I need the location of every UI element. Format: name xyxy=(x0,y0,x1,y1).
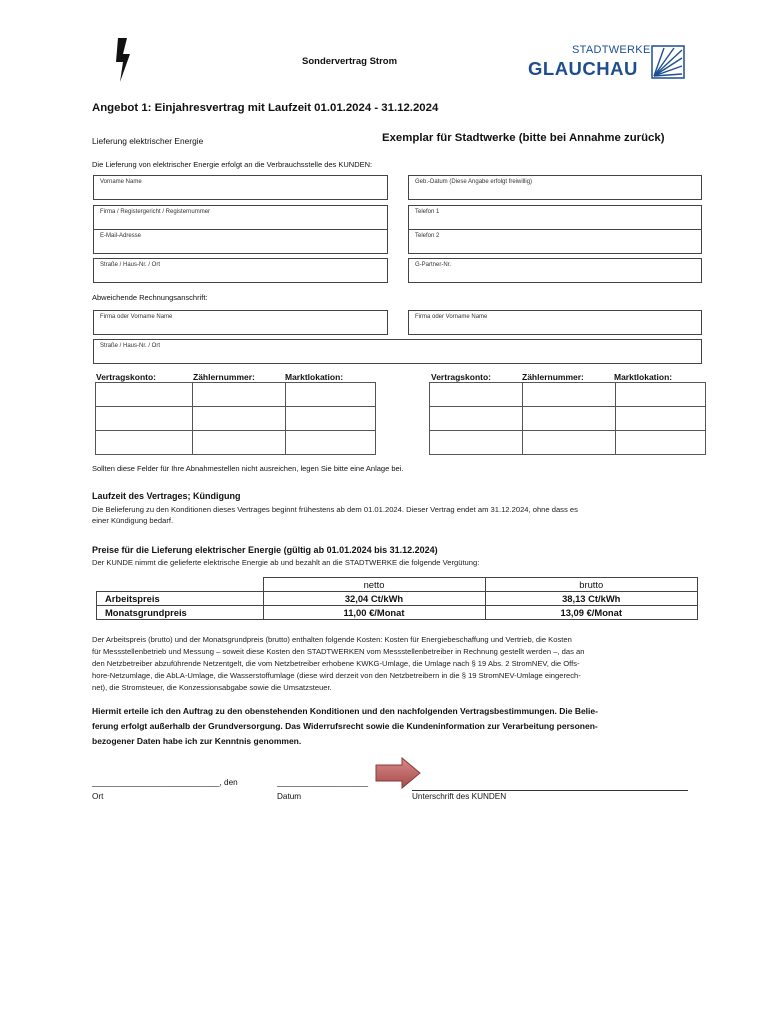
lightning-bolt-icon xyxy=(112,36,136,84)
cost-text-4: hore-Netzumlage, die AbLA-Umlage, die Wasserstoffumlage (diese wird derzeit von den Netzbetreibern in die § 19 StromNEV-Umlage eingerech- xyxy=(92,671,581,680)
phone2-field[interactable]: Telefon 2 xyxy=(408,229,702,254)
price-row-label: Arbeitspreis xyxy=(97,592,264,606)
price-row-brutto: 13,09 €/Monat xyxy=(485,606,698,620)
logo-sunburst-icon xyxy=(650,44,686,80)
order-text-2: ferung erfolgt außerhalb der Grundversorgung. Das Widerrufsrecht sowie die Kundeninformation zur Verarbeitung personen- xyxy=(92,721,598,731)
meter-header-zaehler-left: Zählernummer: xyxy=(193,372,255,382)
place-line[interactable]: ____________________________, den xyxy=(92,778,238,787)
meter-header-konto-right: Vertragskonto: xyxy=(431,372,491,382)
meter-note: Sollten diese Felder für Ihre Abnahmestellen nicht ausreichen, legen Sie bitte eine Anlage bei. xyxy=(92,464,404,473)
cost-text-1: Der Arbeitspreis (brutto) und der Monatsgrundpreis (brutto) enthalten folgende Kosten: Kosten für Energiebeschaffung und Vertrieb, die Kosten xyxy=(92,635,572,644)
meter-header-markt-left: Marktlokation: xyxy=(285,372,344,382)
phone1-field[interactable]: Telefon 1 xyxy=(408,205,702,230)
term-text-2: einer Kündigung bedarf. xyxy=(92,516,174,525)
email-field[interactable]: E-Mail-Adresse xyxy=(93,229,388,254)
birthdate-field[interactable]: Geb.-Datum (Diese Angabe erfolgt freiwillig) xyxy=(408,175,702,200)
intro-text: Die Lieferung von elektrischer Energie erfolgt an die Verbrauchsstelle des KUNDEN: xyxy=(92,160,373,169)
billing-street-field[interactable]: Straße / Haus-Nr. / Ort xyxy=(93,339,702,364)
meter-header-zaehler-right: Zählernummer: xyxy=(522,372,584,382)
ort-label: Ort xyxy=(92,792,104,801)
term-title: Laufzeit des Vertrages; Kündigung xyxy=(92,491,241,501)
price-row-netto: 11,00 €/Monat xyxy=(263,606,485,620)
signature-label: Unterschrift des KUNDEN xyxy=(412,792,507,801)
price-col-netto: netto xyxy=(263,578,485,592)
gpartner-field[interactable]: G-Partner-Nr. xyxy=(408,258,702,283)
price-col-brutto: brutto xyxy=(485,578,698,592)
billing-title: Abweichende Rechnungsanschrift: xyxy=(92,293,208,302)
price-row-netto: 32,04 Ct/kWh xyxy=(263,592,485,606)
offer-title: Angebot 1: Einjahresvertrag mit Laufzeit 01.01.2024 - 31.12.2024 xyxy=(92,102,439,114)
price-row-label: Monatsgrundpreis xyxy=(97,606,264,620)
price-row-brutto: 38,13 Ct/kWh xyxy=(485,592,698,606)
term-text-1: Die Belieferung zu den Konditionen dieses Vertrages beginnt frühestens ab dem 01.01.2024. Dieser Vertrag endet am 31.12.2024, ohne dass es xyxy=(92,505,578,514)
name-field[interactable]: Vorname Name xyxy=(93,175,388,200)
arrow-right-icon xyxy=(374,756,422,790)
datum-label: Datum xyxy=(277,792,302,801)
meter-grid-left[interactable] xyxy=(95,382,376,455)
price-table xyxy=(96,577,698,620)
cost-text-5: net), die Stromsteuer, die Konzessionsabgabe sowie die Umsatzsteuer. xyxy=(92,683,332,692)
delivery-label: Lieferung elektrischer Energie xyxy=(92,136,204,146)
cost-text-2: für Messstellenbetrieb und Messung – soweit diese Kosten den STADTWERKEN vom Messstellenbetreiber in Rechnung gestellt werden –, das an xyxy=(92,647,585,656)
meter-header-markt-right: Marktlokation: xyxy=(614,372,673,382)
billing-name-field-2[interactable]: Firma oder Vorname Name xyxy=(408,310,702,335)
meter-grid-right[interactable] xyxy=(429,382,706,455)
company-field[interactable]: Firma / Registergericht / Registernummer xyxy=(93,205,388,230)
doc-title: Sondervertrag Strom xyxy=(302,56,398,67)
stadtwerke-logo: STADTWERKE GLAUCHAU xyxy=(528,44,688,84)
copy-note: Exemplar für Stadtwerke (bitte bei Annahme zurück) xyxy=(382,132,665,144)
cost-text-3: den Netzbetreiber abzuführende Netzentgelt, die vom Netzbetreiber erhobene KWKG-Umlage, die Umlage nach § 19 Abs. 2 StromNEV, die Offs- xyxy=(92,659,580,668)
order-text-3: bezogener Daten habe ich zur Kenntnis genommen. xyxy=(92,736,302,746)
meter-header-konto-left: Vertragskonto: xyxy=(96,372,156,382)
prices-intro: Der KUNDE nimmt die gelieferte elektrische Energie ab und bezahlt an die STADTWERKE die folgende Vergütung: xyxy=(92,558,480,567)
street-field[interactable]: Straße / Haus-Nr. / Ort xyxy=(93,258,388,283)
prices-title: Preise für die Lieferung elektrischer Energie (gültig ab 01.01.2024 bis 31.12.2024) xyxy=(92,545,438,555)
order-text-1: Hiermit erteile ich den Auftrag zu den obenstehenden Konditionen und den nachfolgenden Vertragsbestimmungen. Die Belie- xyxy=(92,706,598,716)
date-line[interactable]: ____________________ xyxy=(277,778,369,787)
billing-name-field-1[interactable]: Firma oder Vorname Name xyxy=(93,310,388,335)
signature-line[interactable] xyxy=(412,790,688,791)
